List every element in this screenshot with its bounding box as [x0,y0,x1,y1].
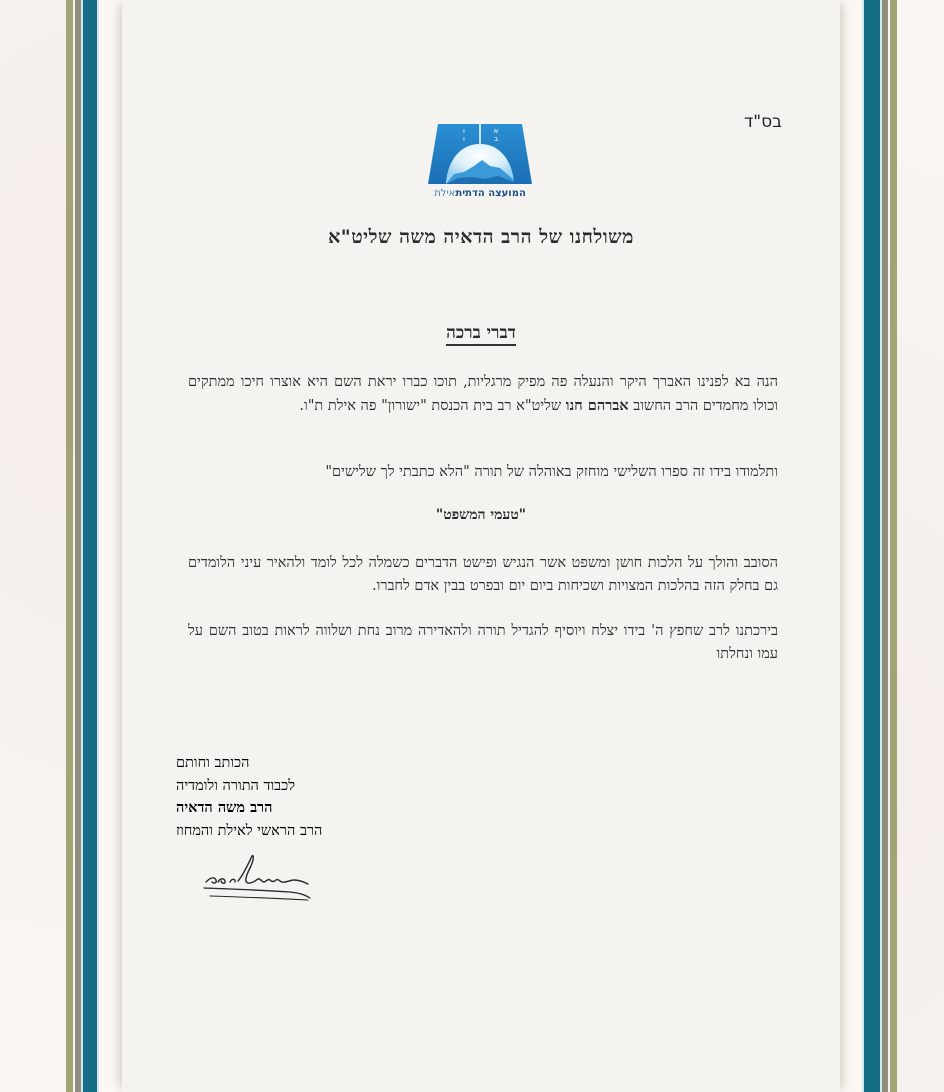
logo-letter: ו [463,135,465,143]
frame-stripe-grey-right [882,0,888,1092]
header-mark: בס"ד [744,112,782,132]
logo-caption-bold: המועצה הדתית [455,188,526,199]
paragraph-1-bold-name: אברהם חנו [565,397,629,414]
frame-inner-left [99,0,122,1092]
paragraph-4: בירכתנו לרב שחפץ ה' בידו יצלח ויוסיף להגדיל תורה ולהאדירה מרוב נחת ושלווה לראות בטוב השם על עמו ונחלתו [188,623,778,662]
paragraph-1-part2: שליט"א רב בית הכנסת "ישורון" פה אילת ת"ו. [299,398,566,414]
paragraph-2: ותלמודו בידו זה ספרו השלישי מוחזק באוהלה של תורה "הלא כתבתי לך שלישים" [325,464,778,480]
paragraph-1 [188,371,778,418]
closing-signer-name: הרב משה הדאיה [176,799,273,816]
frame-stripe-teal-right [864,0,880,1092]
paragraph-3: הסובב והולך על הלכות חושן ומשפט אשר הנגיש ופישט הדברים כשמלה לכל לומד ולהאיר עיני הלומדים גם בחלק הזה בהלכות המצויות ושכיחות ביום יום ובפרט בבין אדם לחברו. [188,555,778,594]
closing-line-1: הכותב וחותם [176,755,250,771]
frame-stripe-olive-left [66,0,73,1092]
signature-icon [200,852,320,912]
book-title: "טעמי המשפט" [435,507,527,523]
subtitle-text: דברי ברכה [446,323,516,346]
logo-letter: א [493,127,499,135]
logo-letter: ב [493,135,499,143]
frame-stripe-olive-right [890,0,897,1092]
logo-caption-light: אילת [434,188,456,199]
logo-caption [424,188,536,199]
religious-council-logo [424,122,536,204]
closing-block [176,752,376,842]
frame-inner-right [840,0,864,1092]
logo-letter: ו [463,127,465,135]
arch-logo-icon [424,122,536,188]
paragraph-1-part1: הנה בא לפנינו האברך היקר והנעלה פה מפיק מרגליות, תוכו כברו יראת השם היא אוצרו חיכו ממתקים וכולו מחמדים הרב החשוב [188,374,778,414]
closing-signer-title: הרב הראשי לאילת והמחוז [176,822,323,839]
letter-title: משולחנו של הרב הדאיה משה שליט"א [328,226,634,248]
frame-stripe-teal-left [83,0,97,1092]
closing-line-2: לכבוד התורה ולומדיה [176,777,296,794]
letter-subtitle [122,323,840,343]
